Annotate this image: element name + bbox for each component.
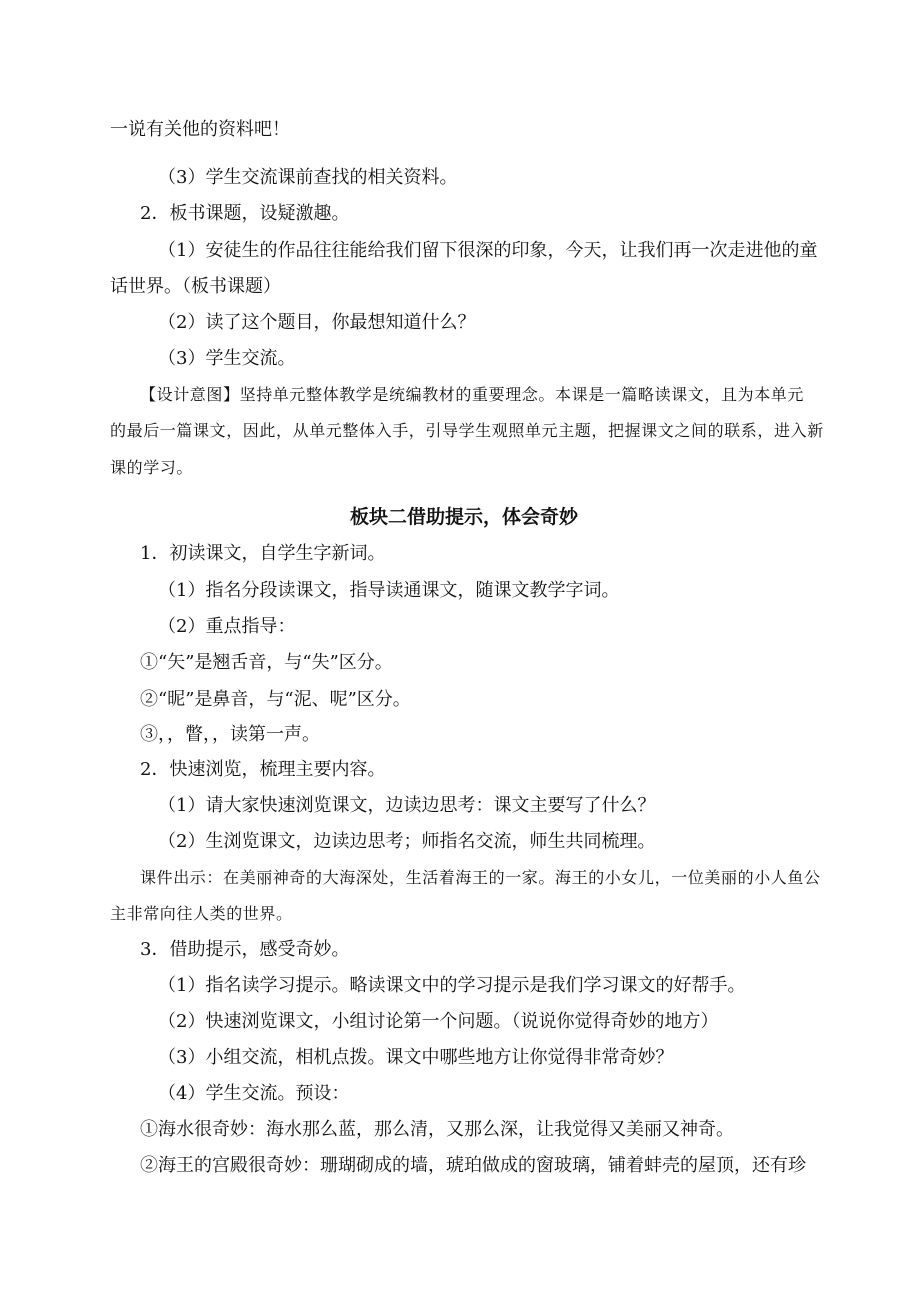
paragraph-line: ①海水很奇妙：海水那么蓝，那么清，又那么深，让我觉得又美丽又神奇。 bbox=[140, 1119, 734, 1140]
paragraph-line: ②“昵”是鼻音，与“泥、呢”区分。 bbox=[140, 689, 411, 710]
design-intent-line: 课的学习。 bbox=[110, 458, 194, 477]
courseware-line: 主非常向往人类的世界。 bbox=[110, 904, 293, 923]
paragraph-line: （1）指名读学习提示。略读课文中的学习提示是我们学习课文的好帮手。 bbox=[158, 975, 746, 996]
paragraph-line: （2）读了这个题目，你最想知道什么？ bbox=[158, 312, 476, 333]
design-intent-line: 【设计意图】坚持单元整体教学是统编教材的重要理念。本课是一篇略读课文，且为本单元 bbox=[140, 385, 805, 404]
paragraph-line: ③，，瞥，，读第一声。 bbox=[140, 724, 320, 745]
design-intent-line: 的最后一篇课文，因此，从单元整体入手，引导学生观照单元主题，把握课文之间的联系，进入新 bbox=[110, 421, 824, 440]
paragraph-line: ①“矢”是翘舌音，与“失”区分。 bbox=[140, 652, 393, 673]
paragraph-line: （2）快速浏览课文，小组讨论第一个问题。（说说你觉得奇妙的地方） bbox=[158, 1011, 719, 1032]
paragraph-line: （3）小组交流，相机点拨。课文中哪些地方让你觉得非常奇妙？ bbox=[158, 1047, 674, 1068]
paragraph-line: 3．借助提示，感受奇妙。 bbox=[140, 939, 350, 960]
paragraph-line: （2）生浏览课文，边读边思考；师指名交流，师生共同梳理。 bbox=[158, 831, 656, 852]
paragraph-line: ②海王的宫殿很奇妙：珊瑚砌成的墙，琥珀做成的窗玻璃，铺着蚌壳的屋顶，还有珍 bbox=[140, 1155, 806, 1176]
paragraph-line: （2）重点指导： bbox=[158, 616, 296, 637]
section-heading: 板块二借助提示，体会奇妙 bbox=[350, 506, 579, 528]
paragraph-line: （1）请大家快速浏览课文，边读边思考：课文主要写了什么？ bbox=[158, 795, 656, 816]
paragraph-line: 2．板书课题，设疑激趣。 bbox=[140, 203, 350, 224]
paragraph-line: 2．快速浏览，梳理主要内容。 bbox=[140, 759, 386, 780]
paragraph-line: （3）学生交流。 bbox=[158, 348, 296, 369]
paragraph-line: （3）学生交流课前查找的相关资料。 bbox=[158, 167, 458, 188]
paragraph-line: 1．初读课文，自学生字新词。 bbox=[140, 543, 386, 564]
paragraph-line: （4）学生交流。预设： bbox=[158, 1083, 350, 1104]
paragraph-line: （1）指名分段读课文，指导读通课文，随课文教学字词。 bbox=[158, 580, 620, 601]
paragraph-line: （1）安徒生的作品往往能给我们留下很深的印象，今天，让我们再一次走进他的童 bbox=[158, 240, 818, 261]
paragraph-line: 话世界。（板书课题） bbox=[110, 276, 281, 297]
paragraph-line: 一说有关他的资料吧！ bbox=[110, 119, 290, 140]
courseware-line: 课件出示：在美丽神奇的大海深处，生活着海王的一家。海王的小女儿，一位美丽的小人鱼公 bbox=[140, 868, 821, 887]
